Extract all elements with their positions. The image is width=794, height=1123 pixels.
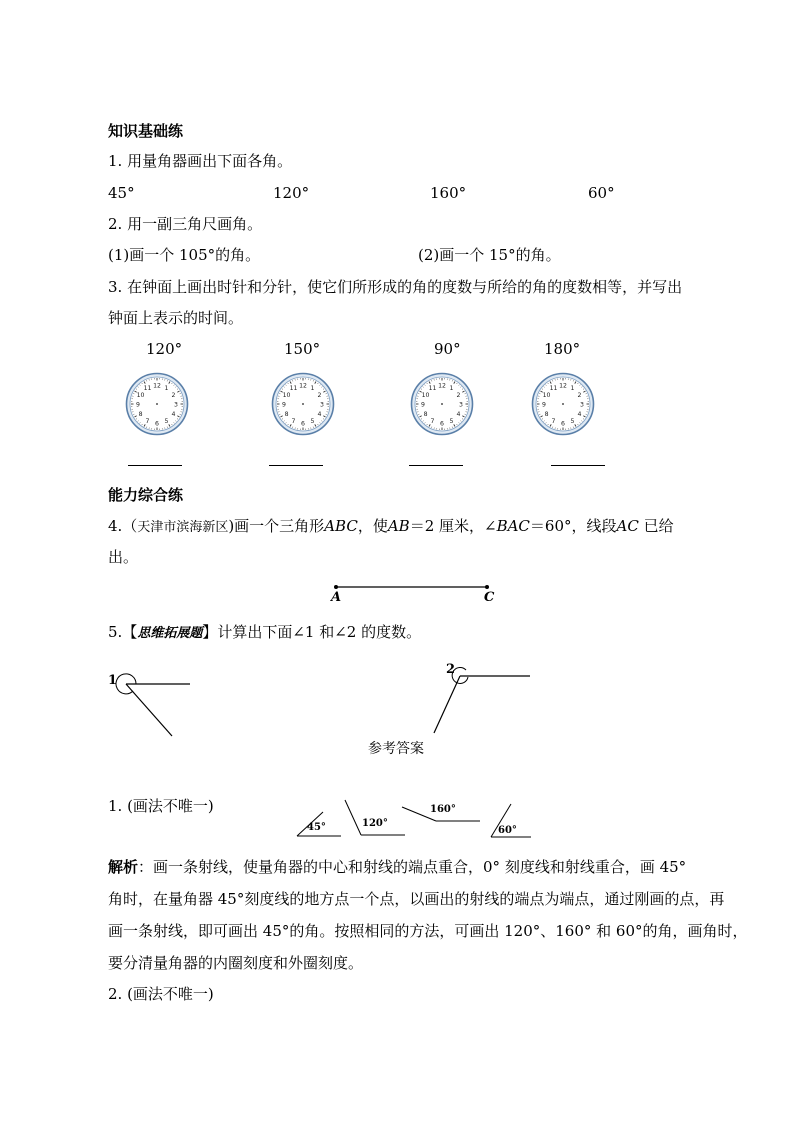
clock-number: 5 — [449, 417, 454, 425]
clock-number: 5 — [310, 417, 315, 425]
clock-number: 3 — [459, 401, 463, 409]
answer-angle-160-label: 160° — [430, 804, 456, 815]
clock-center — [441, 403, 443, 405]
q1-angle-160: 160° — [430, 184, 467, 202]
angle-1-figure — [110, 670, 200, 750]
q5-prefix: 5.【 — [108, 623, 138, 641]
q5-text: 】计算出下面∠1 和∠2 的度数。 — [202, 623, 422, 641]
clock-number: 4 — [577, 410, 582, 418]
clock-number: 2 — [577, 391, 582, 399]
q4-mid3: ＝60°，线段 — [529, 517, 617, 535]
clock-number: 7 — [145, 417, 150, 425]
clock-number: 3 — [580, 401, 584, 409]
answer-1: 1. (画法不唯一) — [108, 797, 214, 815]
q1-angle-45: 45° — [108, 184, 135, 202]
angle-2-label: 2 — [446, 662, 456, 677]
clock-number: 11 — [143, 384, 152, 392]
answers-title: 参考答案 — [368, 741, 424, 757]
clock-number: 10 — [421, 391, 430, 399]
clock-number: 5 — [570, 417, 575, 425]
clock-face-3 — [410, 372, 474, 436]
clock-center — [302, 403, 304, 405]
answer-angle-45-label: 45° — [307, 822, 326, 833]
clock-number: 1 — [164, 384, 169, 392]
clock-number: 4 — [317, 410, 322, 418]
clock-center — [562, 403, 564, 405]
clock-number: 3 — [174, 401, 178, 409]
clock-number: 6 — [301, 420, 305, 428]
question-2-a: (1)画一个 105°的角。 — [108, 246, 261, 264]
clock-number: 4 — [171, 410, 176, 418]
clock-number: 8 — [284, 410, 289, 418]
clock-number: 9 — [282, 401, 286, 409]
q3-angle-150: 150° — [284, 340, 321, 358]
clock-face-1 — [125, 372, 189, 436]
clock-face-2 — [271, 372, 335, 436]
answer-angle-120-label: 120° — [362, 818, 388, 829]
q4-mid1: ，使 — [357, 517, 388, 535]
clock-number: 7 — [291, 417, 296, 425]
q4-source: 天津市滨海新区 — [137, 520, 229, 535]
clock-number: 11 — [428, 384, 437, 392]
answer-blank-2[interactable] — [269, 465, 323, 466]
clock-number: 12 — [559, 382, 567, 390]
q4-ab: AB — [387, 517, 410, 535]
clock-number: 10 — [282, 391, 291, 399]
clock-number: 5 — [164, 417, 169, 425]
answer-blank-3[interactable] — [409, 465, 463, 466]
section-title-ability: 能力综合练 — [108, 486, 184, 504]
clock-number: 8 — [423, 410, 428, 418]
clock-number: 7 — [430, 417, 435, 425]
clock-number: 9 — [421, 401, 425, 409]
clock-number: 9 — [136, 401, 140, 409]
answer-angle-60-label: 60° — [498, 825, 517, 836]
explanation-line4: 要分清量角器的内圈刻度和外圈刻度。 — [108, 954, 364, 972]
segment-ac — [330, 580, 500, 610]
q4-bac: BAC — [496, 517, 530, 535]
explanation-line3: 画一条射线，即可画出 45°的角。按照相同的方法，可画出 120°、160° 和 60°的角，画角时， — [108, 922, 748, 940]
clock-number: 8 — [544, 410, 549, 418]
clock-number: 1 — [570, 384, 575, 392]
clock-number: 2 — [456, 391, 461, 399]
clock-number: 1 — [449, 384, 454, 392]
clock-center — [156, 403, 158, 405]
clock-number: 10 — [542, 391, 551, 399]
clock-number: 8 — [138, 410, 143, 418]
point-c-label: C — [484, 590, 495, 605]
clock-number: 4 — [456, 410, 461, 418]
clock-number: 6 — [440, 420, 444, 428]
clock-number: 1 — [310, 384, 315, 392]
q5-tag: 思维拓展题 — [137, 626, 203, 641]
angle-1-label: 1 — [108, 673, 118, 688]
point-a-label: A — [331, 590, 342, 605]
q4-abc: ABC — [324, 517, 358, 535]
explanation-line2: 角时，在量角器 45°刻度线的地方点一个点，以画出的射线的端点为端点，通过刚画的点，再 — [108, 890, 725, 908]
q3-angle-90: 90° — [434, 340, 461, 358]
question-2-b: (2)画一个 15°的角。 — [418, 246, 561, 264]
clock-face-4 — [531, 372, 595, 436]
section-title-basic: 知识基础练 — [108, 122, 184, 140]
answer-2: 2. (画法不唯一) — [108, 985, 214, 1003]
clock-number: 12 — [153, 382, 161, 390]
angle-2-figure — [428, 660, 538, 740]
question-3-line2: 钟面上表示的时间。 — [108, 309, 244, 327]
question-1: 1. 用量角器画出下面各角。 — [108, 152, 293, 170]
answer-blank-1[interactable] — [128, 465, 182, 466]
q1-angle-60: 60° — [588, 184, 615, 202]
question-4-line1 — [108, 517, 674, 537]
clock-number: 12 — [299, 382, 307, 390]
q1-angle-120: 120° — [273, 184, 310, 202]
question-5 — [108, 623, 421, 643]
clock-number: 9 — [542, 401, 546, 409]
clock-number: 7 — [551, 417, 556, 425]
clock-number: 3 — [320, 401, 324, 409]
clock-number: 11 — [289, 384, 298, 392]
clock-number: 2 — [317, 391, 322, 399]
q4-ac: AC — [616, 517, 639, 535]
question-4-line2: 出。 — [108, 548, 139, 566]
explanation-line1 — [108, 858, 686, 876]
q4-mid2: ＝2 厘米，∠ — [409, 517, 497, 535]
explanation-label: 解析 — [108, 858, 139, 876]
clock-number: 10 — [136, 391, 145, 399]
answer-blank-4[interactable] — [551, 465, 605, 466]
clock-number: 2 — [171, 391, 176, 399]
clock-number: 6 — [155, 420, 159, 428]
q3-angle-120: 120° — [146, 340, 183, 358]
question-2: 2. 用一副三角尺画角。 — [108, 215, 263, 233]
clock-number: 12 — [438, 382, 446, 390]
clock-number: 11 — [549, 384, 558, 392]
question-3-line1: 3. 在钟面上画出时针和分针，使它们所形成的角的度数与所给的角的度数相等，并写出 — [108, 278, 683, 296]
q3-angle-180: 180° — [544, 340, 581, 358]
q4-prefix: 4.（ — [108, 517, 138, 535]
explanation-text-1: ：画一条射线，使量角器的中心和射线的端点重合，0° 刻度线和射线重合，画 45° — [138, 858, 687, 876]
clock-number: 6 — [561, 420, 565, 428]
q4-mid4: 已给 — [638, 517, 674, 535]
q4-text: )画一个三角形 — [228, 517, 325, 535]
